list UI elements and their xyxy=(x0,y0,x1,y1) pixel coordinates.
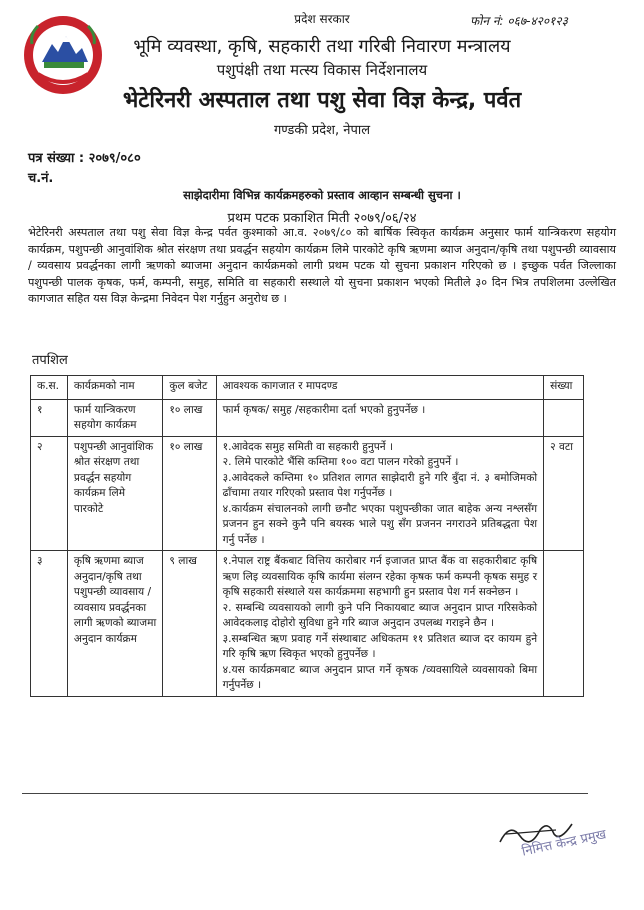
row-documents xyxy=(216,436,544,551)
notice-title: साझेदारीमा विभिन्न कार्यक्रमहरुको प्रस्ताव आव्हान सम्बन्धी सुचना । xyxy=(183,188,461,202)
reference-number: च.नं. xyxy=(28,171,54,186)
row-serial: १ xyxy=(31,399,68,436)
program-table xyxy=(30,375,584,697)
row-documents xyxy=(216,551,544,697)
document-item: २. लिमे पारकोटे भैंसि कम्तिमा १०० वटा पालन गरेको हुनुपर्ने । xyxy=(222,456,459,468)
phone-number: फोन नं: ०६७-४२०१२३ xyxy=(470,14,568,28)
header-program: कार्यक्रमको नाम xyxy=(67,376,162,400)
letter-number: पत्र संख्या : २०७९/०८० xyxy=(28,151,141,166)
document-item: २. सम्बन्धि व्यवसायको लागी कुने पनि निकायबाट ब्याज अनुदान प्राप्त गरिसकेको आवेदकलाइ दोहोरो सुविधा हुने गरि ब्याज अनुदान उपलब्ध गराइने छैन । xyxy=(222,601,538,629)
row-count xyxy=(544,399,584,436)
document-item: ४.यस कार्यक्रमबाट ब्याज अनुदान प्राप्त गर्ने कृषक /व्यवसायिले व्यवसायको बिमा गर्नुपर्नेछ । xyxy=(222,663,538,691)
header-serial: क.स. xyxy=(31,376,68,400)
document-item: ३.आवेदकले कम्तिमा १० प्रतिशत लागत साझेदारी हुने गरि बुँदा नं. ३ बमोजिमको ढाँचामा तयार गरिएको प्रस्ताव पेश गर्नुपर्नेछ । xyxy=(222,471,538,499)
row-serial: ३ xyxy=(31,551,68,697)
row-serial: २ xyxy=(31,436,68,551)
table-row xyxy=(31,399,584,436)
department-heading: पशुपंक्षी तथा मत्स्य विकास निर्देशनालय xyxy=(216,61,428,79)
office-heading: भेटेरिनरी अस्पताल तथा पशु सेवा विज्ञ केन्द्र, पर्वत xyxy=(122,88,522,113)
header-count: संख्या xyxy=(544,376,584,400)
table-header-row xyxy=(31,376,584,400)
header-documents: आवश्यक कागजात र मापदण्ड xyxy=(216,376,544,400)
footer-divider xyxy=(22,793,588,794)
details-label: तपशिल xyxy=(32,353,68,368)
notice-body: भेटेरिनरी अस्पताल तथा पशु सेवा विज्ञ केन्द्र पर्वत कुश्माको आ.व. २०७९/८० को बार्षिक स्विकृत कार्यक्रम अनुसार फार्म यान्त्रिकरण सहयोग कार्यक्रम, पशुपन्छी आनुवांशिक श्रोत संरक्षण तथा प्रवर्द्धन सहयोग कार्यक्रम लिमे पारकोटे कृषि ऋणमा ब्याज अनुदान/कृषि तथा पशुपन्छी व्यावसाय / व्यवसाय प्रवर्द्धनका लागी ऋणको ब्याजमा अनुदान कार्यक्रमको लागी प्रथम पटक यो सुचना प्रकाशन गरिएको छ । इच्छुक पर्वत जिल्लाका पशुपन्छी पालक कृषक, फर्म, कम्पनी, समुह, समिति वा सहकारी सस्थाले यो सुचना प्रकाशन भएको मितीले ३० दिन भित्र तपशिलमा उल्लेखित कागजात सहित यस विज्ञ केन्द्रमा निवेदन पेश गर्नुहुन अनुरोध छ । xyxy=(28,226,616,306)
document-item: ४.कार्यक्रम संचालनको लागी छनौट भएका पशुपन्छीका जात बाहेक अन्य नश्लसँग प्रजनन हुन सक्ने कुनै पनि बयस्क भाले पशु सँग प्रजनन नगराउने प्रतिबद्धता पेश गर्नु पर्नेछ । xyxy=(222,502,538,546)
table-row xyxy=(31,436,584,551)
row-count xyxy=(544,551,584,697)
header-budget: कुल बजेट xyxy=(163,376,216,400)
document-item: १.नेपाल राष्ट्र बैंकबाट वित्तिय कारोबार गर्न इजाजत प्राप्त बैंक वा सहकारीबाट कृषि ऋण लिइ व्यवसायिक कृषि कार्यमा संलग्न रहेका कृषक फर्म कम्पनी कृषक समुह र कृषि सहकारी संस्थाले यस कार्यक्रममा सहभागी हुन प्रस्ताव पेश गर्न सक्नेछन । xyxy=(222,555,538,598)
row-documents xyxy=(216,399,544,436)
document-item: ३.सम्बन्धित ऋण प्रवाह गर्ने संस्थाबाट अधिकतम ११ प्रतिशत ब्याज दर कायम हुने गरि कृषि ऋण स्विकृत भएको हुनुपर्नेछ । xyxy=(222,632,538,660)
document-item: फार्म कृषक/ समुह /सहकारीमा दर्ता भएको हुनुपर्नेछ । xyxy=(222,403,426,416)
province-heading: गण्डकी प्रदेश, नेपाल xyxy=(273,123,371,138)
row-budget: १० लाख xyxy=(163,436,216,551)
government-heading: प्रदेश सरकार xyxy=(294,12,350,26)
publication-date: प्रथम पटक प्रकाशित मिती २०७९/०६/२४ xyxy=(227,211,417,226)
row-program: पशुपन्छी आनुवांशिक श्रोत संरक्षण तथा प्रवर्द्धन सहयोग कार्यक्रम लिमे पारकोटे xyxy=(67,436,162,551)
row-count: २ वटा xyxy=(544,436,584,551)
row-budget: १० लाख xyxy=(163,399,216,436)
office-stamp: निमित्त केन्द्र प्रमुख xyxy=(520,827,608,860)
table-row xyxy=(31,551,584,697)
row-program: फार्म यान्त्रिकरण सहयोग कार्यक्रम xyxy=(67,399,162,436)
document-item: १.आवेदक समुह समिती वा सहकारी हुनुपर्ने । xyxy=(222,440,394,453)
row-budget: ९ लाख xyxy=(163,551,216,697)
ministry-heading: भूमि व्यवस्था, कृषि, सहकारी तथा गरिबी निवारण मन्त्रालय xyxy=(133,36,511,57)
row-program: कृषि ऋणमा ब्याज अनुदान/कृषि तथा पशुपन्छी व्यावसाय / व्यवसाय प्रवर्द्धनका लागी ऋणको ब्याजमा अनुदान कार्यक्रम xyxy=(67,551,162,697)
